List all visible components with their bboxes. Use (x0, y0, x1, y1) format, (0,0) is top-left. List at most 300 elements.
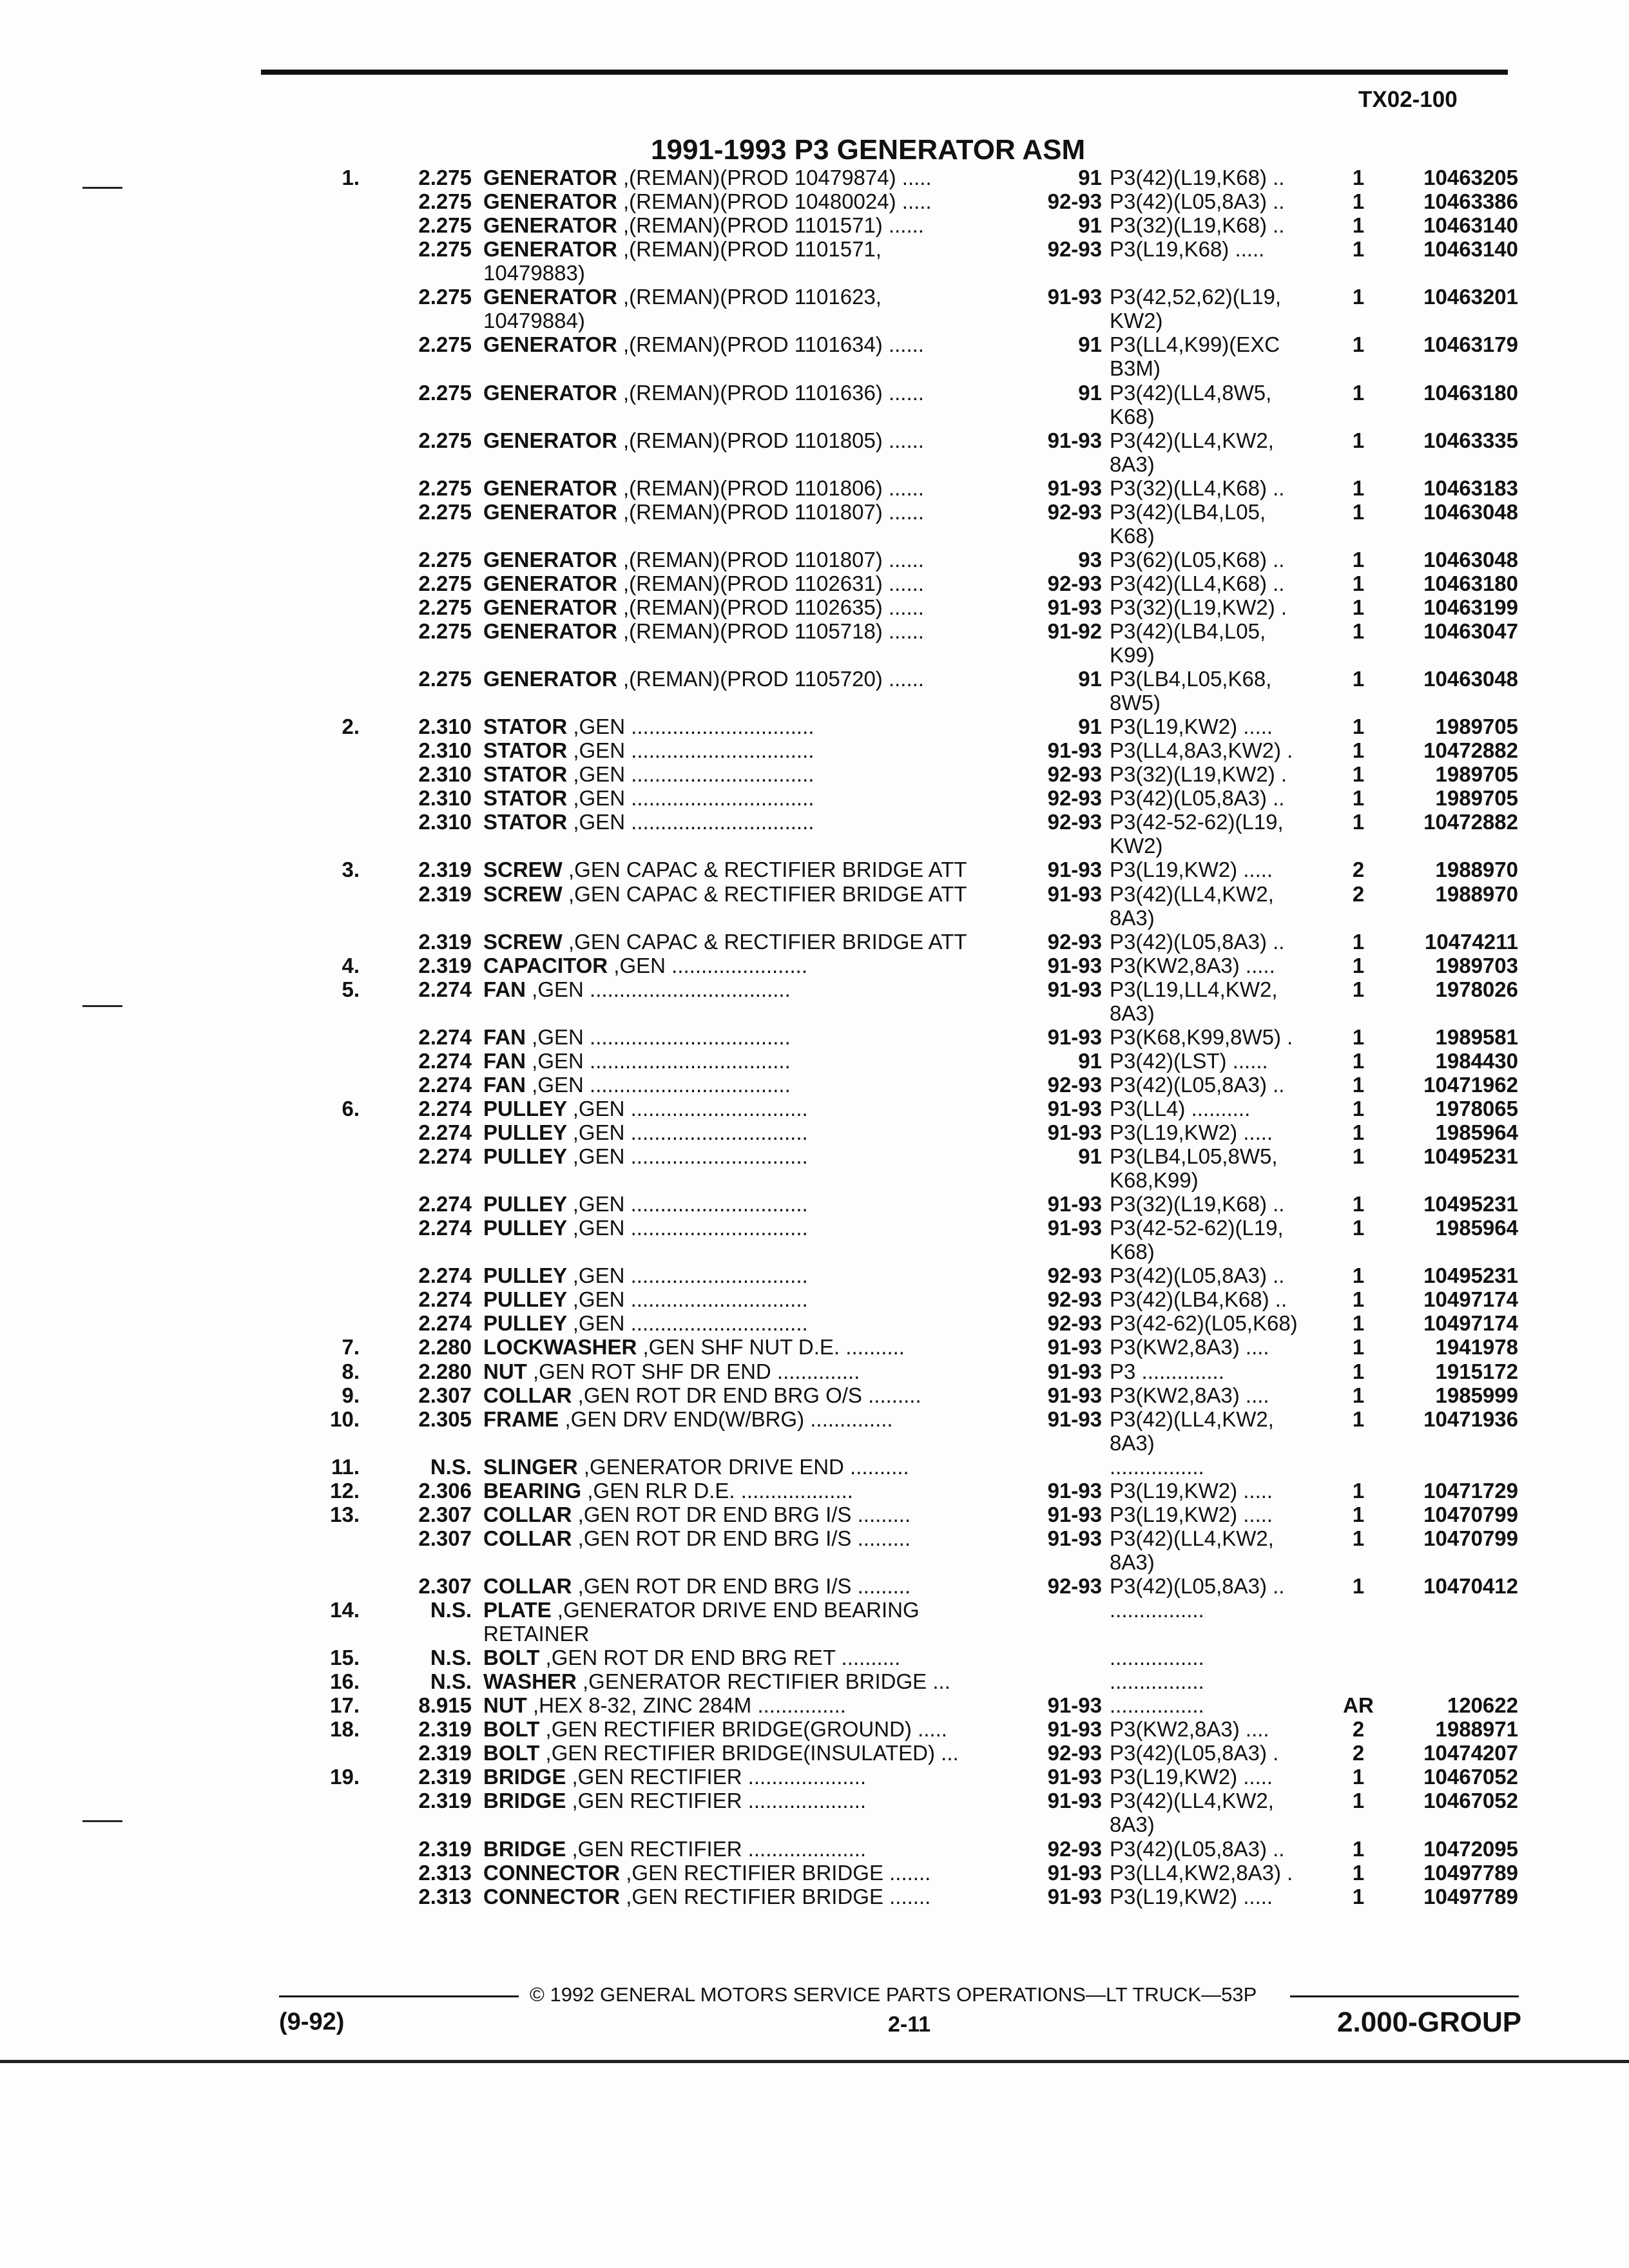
part-name: GENERATOR (483, 595, 617, 619)
model-usage: 8A3) (1110, 1001, 1155, 1025)
ref-number: 13. (330, 1502, 360, 1526)
part-description (483, 166, 932, 189)
part-description (483, 548, 924, 572)
group-number: N.S. (430, 1598, 472, 1622)
part-name: STATOR (483, 738, 568, 763)
ref-number: 4. (342, 953, 360, 977)
model-years: 91-93 (1047, 1024, 1102, 1049)
model-years: 91-93 (1047, 1192, 1102, 1216)
part-detail: ,(REMAN)(PROD 10479874) ..... (622, 166, 932, 189)
part-detail: ,GEN ROT DR END BRG I/S ......... (577, 1573, 911, 1598)
quantity: 1 (1352, 1264, 1365, 1288)
quantity: 1 (1352, 762, 1365, 787)
part-description (483, 1741, 959, 1765)
table-row (0, 213, 1629, 237)
part-number: 1989581 (1435, 1024, 1518, 1049)
part-name: PULLEY (483, 1144, 567, 1168)
part-number: 10463180 (1423, 571, 1518, 595)
quantity: 1 (1352, 166, 1365, 189)
model-usage: P3(42-52-62)(L19, (1110, 810, 1284, 834)
table-row (0, 476, 1629, 500)
model-years: 91-93 (1047, 595, 1102, 619)
part-number: 10474207 (1423, 1741, 1518, 1765)
quantity: 1 (1352, 1407, 1365, 1431)
group-number: 2.275 (418, 237, 472, 262)
table-row (0, 285, 1629, 309)
model-years: 92-93 (1047, 1836, 1102, 1861)
part-name: BOLT (483, 1741, 540, 1765)
quantity: 1 (1352, 1192, 1365, 1216)
group-number: 2.310 (418, 715, 472, 739)
group-number: 2.307 (418, 1502, 472, 1526)
table-row (0, 1741, 1629, 1765)
part-number: 10463048 (1423, 499, 1518, 524)
part-detail: ,GEN .................................. (532, 977, 791, 1001)
group-number: 2.274 (418, 1048, 472, 1073)
model-years: 92-93 (1047, 1264, 1102, 1288)
model-years: 91-93 (1047, 738, 1102, 763)
part-description (483, 1049, 791, 1073)
group-number: 2.319 (418, 1717, 472, 1742)
group-number: 2.319 (418, 1765, 472, 1789)
model-years: 91 (1078, 213, 1102, 238)
part-detail: ,GEN .............................. (572, 1144, 808, 1168)
table-row (0, 1479, 1629, 1503)
part-number: 10463179 (1423, 332, 1518, 357)
part-name: GENERATOR (483, 428, 617, 452)
model-years: 91 (1078, 166, 1102, 189)
group-label: 2.000-GROUP (1337, 2006, 1522, 2038)
table-row (0, 428, 1629, 452)
model-years: 91-93 (1047, 1096, 1102, 1120)
part-description (483, 381, 924, 405)
model-usage: P3(KW2,8A3) .... (1110, 1335, 1269, 1360)
table-row (0, 1360, 1629, 1383)
part-detail: ,GEN .................................. (532, 1072, 791, 1097)
model-years: 92-93 (1047, 237, 1102, 262)
quantity: 1 (1352, 977, 1365, 1001)
table-row (0, 356, 1629, 380)
model-usage: P3(42-62)(L05,K68) (1110, 1311, 1298, 1336)
table-row (0, 332, 1629, 356)
part-name: PULLEY (483, 1120, 567, 1144)
model-usage: KW2) (1110, 309, 1163, 333)
quantity: 1 (1352, 499, 1365, 524)
part-name: PULLEY (483, 1264, 567, 1288)
table-row (0, 1240, 1629, 1264)
part-number: 10470412 (1423, 1573, 1518, 1598)
model-years: 91-93 (1047, 1860, 1102, 1885)
table-row (0, 1789, 1629, 1812)
footer-rule-right (1290, 1995, 1519, 1997)
part-number: 1915172 (1435, 1359, 1518, 1383)
model-usage: P3(LL4,KW2,8A3) . (1110, 1860, 1293, 1885)
part-description (483, 1120, 808, 1144)
table-row (0, 1335, 1629, 1359)
part-number: 10495231 (1423, 1264, 1518, 1288)
group-number: 2.310 (418, 738, 472, 763)
part-name: GENERATOR (483, 499, 617, 524)
part-description (483, 237, 882, 261)
model-years: 91-93 (1047, 953, 1102, 977)
part-number: 10463140 (1423, 237, 1518, 262)
quantity: 1 (1352, 1024, 1365, 1049)
part-name: GENERATOR (483, 619, 617, 643)
part-detail: ,GENERATOR DRIVE END .......... (583, 1454, 909, 1479)
part-detail: ,GEN ............................... (573, 738, 815, 763)
part-number: 10474211 (1424, 929, 1518, 954)
table-row (0, 1144, 1629, 1168)
part-description (483, 1455, 909, 1479)
part-detail: ,(REMAN)(PROD 1101623, (622, 285, 882, 309)
part-description (483, 619, 924, 643)
part-name: BEARING (483, 1478, 582, 1503)
group-number: N.S. (430, 1454, 472, 1479)
group-number: 2.275 (418, 667, 472, 691)
group-number: 2.319 (418, 1836, 472, 1861)
model-usage: P3(L19,KW2) ..... (1110, 1120, 1273, 1144)
group-number: 2.275 (418, 332, 472, 357)
part-description (483, 1383, 921, 1407)
quantity: 2 (1352, 881, 1365, 906)
part-detail: ,(REMAN)(PROD 1101807) ...... (622, 499, 924, 524)
model-usage: P3(L19,KW2) ..... (1110, 1765, 1273, 1789)
quantity: 2 (1352, 858, 1365, 882)
model-years: 91-93 (1047, 1526, 1102, 1550)
part-description (483, 1192, 808, 1216)
part-number: 1985999 (1435, 1383, 1518, 1407)
part-number: 1978026 (1435, 977, 1518, 1001)
model-usage: P3(42)(L05,8A3) .. (1110, 1072, 1285, 1097)
group-number: 2.274 (418, 1287, 472, 1312)
part-name: PULLEY (483, 1096, 567, 1120)
part-detail: ,HEX 8-32, ZINC 284M ............... (533, 1693, 846, 1718)
ref-number: 5. (342, 977, 360, 1001)
model-usage: P3(L19,LL4,KW2, (1110, 977, 1278, 1001)
part-number: 1989705 (1435, 715, 1518, 739)
group-number: 2.275 (418, 595, 472, 619)
part-name: LOCKWASHER (483, 1335, 637, 1360)
model-usage: P3(L19,KW2) ..... (1110, 1502, 1273, 1526)
model-usage: P3(L19,KW2) ..... (1110, 715, 1273, 739)
part-detail: ,GEN ............................... (573, 762, 815, 787)
table-row (0, 1097, 1629, 1120)
part-detail: ,GEN ROT DR END BRG I/S ......... (577, 1526, 911, 1550)
group-number: 2.274 (418, 1311, 472, 1336)
table-row (0, 572, 1629, 595)
part-name: SLINGER (483, 1454, 578, 1479)
part-number: 10471729 (1423, 1478, 1518, 1503)
table-row (0, 786, 1629, 810)
table-row (0, 858, 1629, 881)
part-description (483, 1669, 950, 1693)
copyright-line: © 1992 GENERAL MOTORS SERVICE PARTS OPERATIONS—LT TRUCK—53P (530, 1983, 1257, 2006)
part-description (483, 786, 814, 810)
doc-code: TX02-100 (1358, 87, 1458, 112)
ref-number: 17. (330, 1693, 360, 1718)
model-years: 92-93 (1047, 810, 1102, 834)
part-detail: ,GEN .............................. (572, 1096, 808, 1120)
model-usage: P3(42)(L05,8A3) .. (1110, 189, 1285, 214)
part-name: GENERATOR (483, 547, 617, 572)
group-number: 2.313 (418, 1884, 472, 1908)
part-name: FRAME (483, 1407, 559, 1431)
part-detail: ,GEN .............................. (572, 1120, 808, 1144)
part-description (483, 1646, 900, 1669)
model-usage: P3(42)(LB4,K68) .. (1110, 1287, 1287, 1312)
model-usage: 8A3) (1110, 1430, 1155, 1455)
model-years: 91-93 (1047, 1383, 1102, 1407)
table-row (0, 595, 1629, 619)
table-row (0, 1001, 1629, 1025)
model-usage: 8A3) (1110, 1812, 1155, 1837)
table-row (0, 405, 1629, 428)
part-name: PULLEY (483, 1311, 567, 1336)
page-title: 1991-1993 P3 GENERATOR ASM (651, 134, 1086, 166)
part-number: 10463335 (1423, 428, 1518, 452)
part-number: 1988971 (1435, 1717, 1518, 1742)
group-number: 2.275 (418, 499, 472, 524)
group-number: 2.319 (418, 929, 472, 954)
part-number: 10497789 (1423, 1860, 1518, 1885)
quantity: 1 (1352, 1860, 1365, 1885)
table-row (0, 452, 1629, 476)
model-usage: P3(42)(LL4,KW2, (1110, 1526, 1274, 1550)
table-row (0, 1885, 1629, 1908)
quantity: 1 (1352, 571, 1365, 595)
quantity: 1 (1352, 332, 1365, 357)
table-row (0, 1383, 1629, 1407)
part-number: 1941978 (1435, 1335, 1518, 1360)
group-number: 2.307 (418, 1526, 472, 1550)
part-description (483, 1144, 808, 1168)
part-detail: ,(REMAN)(PROD 1102631) ...... (622, 571, 924, 595)
part-name: GENERATOR (483, 476, 617, 500)
part-number: 1989705 (1435, 786, 1518, 811)
part-name: WASHER (483, 1669, 577, 1694)
quantity: 1 (1352, 1120, 1365, 1144)
model-usage: P3(L19,KW2) ..... (1110, 858, 1273, 882)
part-description (483, 882, 967, 906)
group-number: 2.310 (418, 786, 472, 811)
group-number: 2.319 (418, 881, 472, 906)
part-name: COLLAR (483, 1502, 572, 1526)
part-name: BRIDGE (483, 1789, 566, 1813)
group-number: 2.274 (418, 1192, 472, 1216)
part-description (483, 1789, 866, 1812)
model-years: 91-93 (1047, 1717, 1102, 1742)
model-usage: P3(LL4,K99)(EXC (1110, 332, 1280, 357)
group-number: 2.305 (418, 1407, 472, 1431)
part-detail: 10479883) (483, 261, 585, 285)
model-usage: P3(42)(L05,8A3) .. (1110, 929, 1285, 954)
model-usage: P3(42)(L05,8A3) .. (1110, 1573, 1285, 1598)
table-row (0, 882, 1629, 906)
table-row (0, 189, 1629, 213)
group-number: 2.275 (418, 189, 472, 214)
group-number: 2.313 (418, 1860, 472, 1885)
table-row (0, 667, 1629, 691)
model-usage: ................ (1110, 1646, 1204, 1670)
model-years: 91 (1078, 1144, 1102, 1168)
part-number: 10497174 (1423, 1311, 1518, 1336)
part-name: GENERATOR (483, 285, 617, 309)
model-usage: 8A3) (1110, 1550, 1155, 1574)
part-description (483, 1407, 893, 1431)
part-number: 10495231 (1423, 1192, 1518, 1216)
part-description (483, 1503, 911, 1526)
table-row (0, 1049, 1629, 1073)
part-detail: ,GEN ....................... (613, 953, 808, 977)
model-usage: KW2) (1110, 834, 1163, 858)
quantity: 1 (1352, 1359, 1365, 1383)
part-detail: ,GEN RECTIFIER .................... (572, 1765, 867, 1789)
quantity: 1 (1352, 380, 1365, 405)
part-description (483, 1025, 791, 1049)
quantity: 1 (1352, 428, 1365, 452)
model-usage: P3(32)(L19,KW2) . (1110, 595, 1287, 619)
part-detail: ,GEN CAPAC & RECTIFIER BRIDGE ATT (568, 881, 967, 906)
footer-rule-left (279, 1995, 519, 1997)
model-years: 92-93 (1047, 929, 1102, 954)
ref-number: 7. (342, 1335, 360, 1360)
part-detail: ,(REMAN)(PROD 1101634) ...... (622, 332, 924, 357)
part-number: 10471962 (1423, 1072, 1518, 1097)
group-number: 2.310 (418, 810, 472, 834)
group-number: 2.306 (418, 1478, 472, 1503)
table-row (0, 738, 1629, 762)
part-name: COLLAR (483, 1383, 572, 1407)
part-number: 10463201 (1423, 285, 1518, 309)
model-usage: K68,K99) (1110, 1168, 1199, 1193)
quantity: 1 (1352, 953, 1365, 977)
quantity: 1 (1352, 738, 1365, 763)
part-name: FAN (483, 1072, 526, 1097)
part-description (483, 261, 585, 285)
quantity: 1 (1352, 667, 1365, 691)
ref-number: 15. (330, 1646, 360, 1670)
part-detail: ,GEN ROT SHF DR END .............. (533, 1359, 860, 1383)
part-detail: ,GEN .............................. (572, 1311, 808, 1336)
model-years: 92-93 (1047, 571, 1102, 595)
part-name: GENERATOR (483, 571, 617, 595)
part-number: 1989703 (1435, 953, 1518, 977)
table-row (0, 1431, 1629, 1455)
table-row (0, 1622, 1629, 1646)
group-number: 2.319 (418, 953, 472, 977)
part-name: GENERATOR (483, 237, 617, 262)
part-number: 10463205 (1423, 166, 1518, 189)
table-row (0, 1192, 1629, 1216)
part-description (483, 285, 882, 309)
table-row (0, 977, 1629, 1001)
table-row (0, 500, 1629, 524)
part-name: SCREW (483, 858, 563, 882)
group-number: 2.274 (418, 1264, 472, 1288)
quantity: 1 (1352, 1144, 1365, 1168)
ref-number: 9. (342, 1383, 360, 1407)
group-number: 2.275 (418, 476, 472, 500)
ref-number: 19. (330, 1765, 360, 1789)
model-usage: P3(KW2,8A3) .... (1110, 1383, 1269, 1407)
model-usage: P3(LB4,L05,8W5, (1110, 1144, 1278, 1168)
ref-number: 6. (342, 1096, 360, 1120)
quantity: 1 (1352, 1573, 1365, 1598)
part-detail: ,GEN RECTIFIER BRIDGE ....... (626, 1884, 931, 1908)
model-usage: B3M) (1110, 356, 1161, 381)
part-number: 1989705 (1435, 762, 1518, 787)
group-number: 2.275 (418, 619, 472, 643)
quantity: 1 (1352, 1526, 1365, 1550)
model-years: 91-93 (1047, 1216, 1102, 1240)
table-row (0, 1287, 1629, 1311)
part-description (483, 667, 924, 691)
part-name: GENERATOR (483, 213, 617, 238)
ref-number: 2. (342, 715, 360, 739)
model-usage: P3(LL4,8A3,KW2) . (1110, 738, 1293, 763)
part-number: 10471936 (1423, 1407, 1518, 1431)
table-row (0, 834, 1629, 858)
table-row (0, 548, 1629, 572)
part-number: 10470799 (1423, 1526, 1518, 1550)
model-usage: P3(42,52,62)(L19, (1110, 285, 1282, 309)
table-row (0, 1693, 1629, 1717)
quantity: AR (1343, 1693, 1374, 1718)
group-number: N.S. (430, 1646, 472, 1670)
table-row (0, 762, 1629, 786)
part-detail: ,GENERATOR RECTIFIER BRIDGE ... (583, 1669, 950, 1694)
group-number: 2.274 (418, 1072, 472, 1097)
page-number: 2-11 (888, 2012, 931, 2037)
quantity: 1 (1352, 1502, 1365, 1526)
part-number: 1985964 (1435, 1216, 1518, 1240)
part-detail: ,(REMAN)(PROD 1101806) ...... (622, 476, 924, 500)
model-years: 91-93 (1047, 1884, 1102, 1908)
part-description (483, 1885, 930, 1908)
quantity: 1 (1352, 1383, 1365, 1407)
ref-number: 3. (342, 858, 360, 882)
part-number: 1988970 (1435, 858, 1518, 882)
model-usage: ................ (1110, 1693, 1204, 1718)
quantity: 1 (1352, 1836, 1365, 1861)
part-description (483, 332, 924, 356)
ref-number: 1. (342, 166, 360, 189)
model-years: 91-93 (1047, 1335, 1102, 1360)
model-usage: P3(42)(LL4,KW2, (1110, 428, 1274, 452)
group-number: 2.275 (418, 380, 472, 405)
part-name: SCREW (483, 929, 563, 954)
part-detail: ,GEN RECTIFIER BRIDGE(GROUND) ..... (545, 1717, 947, 1742)
group-number: 2.274 (418, 1216, 472, 1240)
part-name: CONNECTOR (483, 1884, 621, 1908)
table-row (0, 906, 1629, 930)
part-detail: ,GEN CAPAC & RECTIFIER BRIDGE ATT (568, 858, 967, 882)
table-row (0, 1812, 1629, 1836)
part-name: BOLT (483, 1717, 540, 1742)
part-detail: ,GEN .................................. (532, 1048, 791, 1073)
part-detail: ,GEN RECTIFIER .................... (572, 1836, 867, 1861)
quantity: 1 (1352, 929, 1365, 954)
model-usage: P3(62)(L05,K68) .. (1110, 547, 1285, 572)
model-years: 91 (1078, 1048, 1102, 1073)
part-detail: ,(REMAN)(PROD 1101805) ...... (622, 428, 924, 452)
quantity: 1 (1352, 1789, 1365, 1813)
group-number: 8.915 (418, 1693, 472, 1718)
group-number: 2.275 (418, 285, 472, 309)
model-years: 92-93 (1047, 762, 1102, 787)
part-description (483, 500, 924, 524)
model-usage: P3(42)(LL4,KW2, (1110, 1407, 1274, 1431)
